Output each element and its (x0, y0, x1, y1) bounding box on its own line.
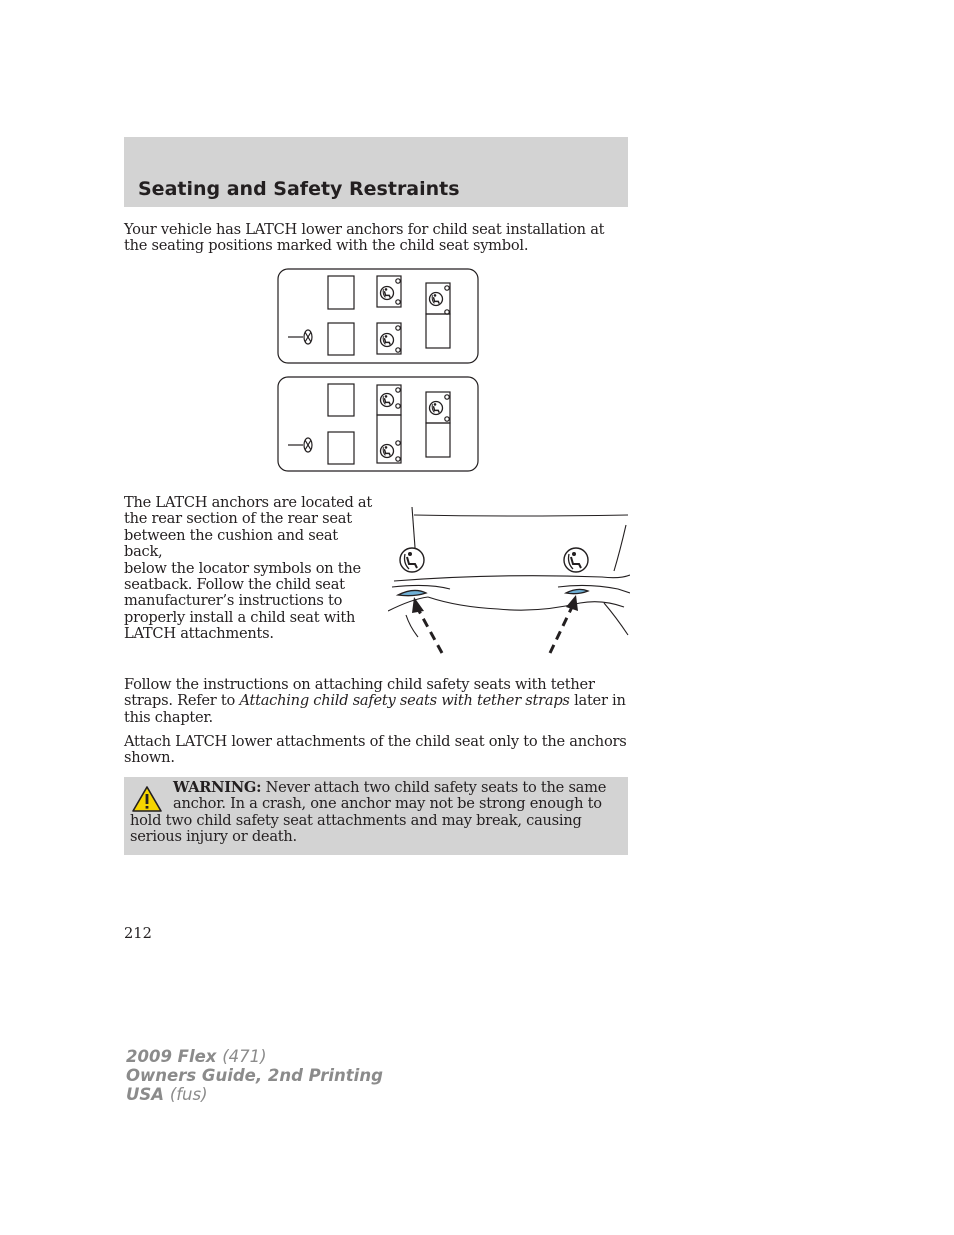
tether-instructions-paragraph: Follow the instructions on attaching child safety seats with tether straps. Refer to Attaching child safety seats with tether straps later in this chapter. (124, 676, 626, 726)
cross-reference-link: Attaching child safety seats with tether straps (239, 692, 570, 710)
page-number: 212 (124, 925, 152, 942)
warning-box (124, 777, 628, 855)
section-header (124, 137, 628, 207)
attach-paragraph: Attach LATCH lower attachments of the child seat only to the anchors shown. (124, 733, 627, 767)
warning-label: WARNING: (173, 779, 262, 796)
anchor-location-paragraph: The LATCH anchors are located at the rear section of the rear seat between the cushion and seat back, below the locator symbols on the seatback. Follow the child seat manufacturer’s instructions to properly install a child seat with LATCH attachments. (124, 494, 372, 643)
intro-paragraph: Your vehicle has LATCH lower anchors for child seat installation at the seating positions marked with the child seat symbol. (124, 221, 605, 255)
warning-text: WARNING: Never attach two child safety seats to the same anchor. In a crash, one anchor may not be strong enough to hold two child safety seat attachments and may break, causing serious injury or death. (130, 779, 607, 846)
latch-anchor-illustration (388, 503, 630, 658)
section-title: Seating and Safety Restraints (138, 178, 460, 200)
document-footer: 2009 Flex (471) Owners Guide, 2nd Printing USA (fus) (126, 1047, 383, 1104)
seating-positions-diagram (276, 266, 482, 476)
